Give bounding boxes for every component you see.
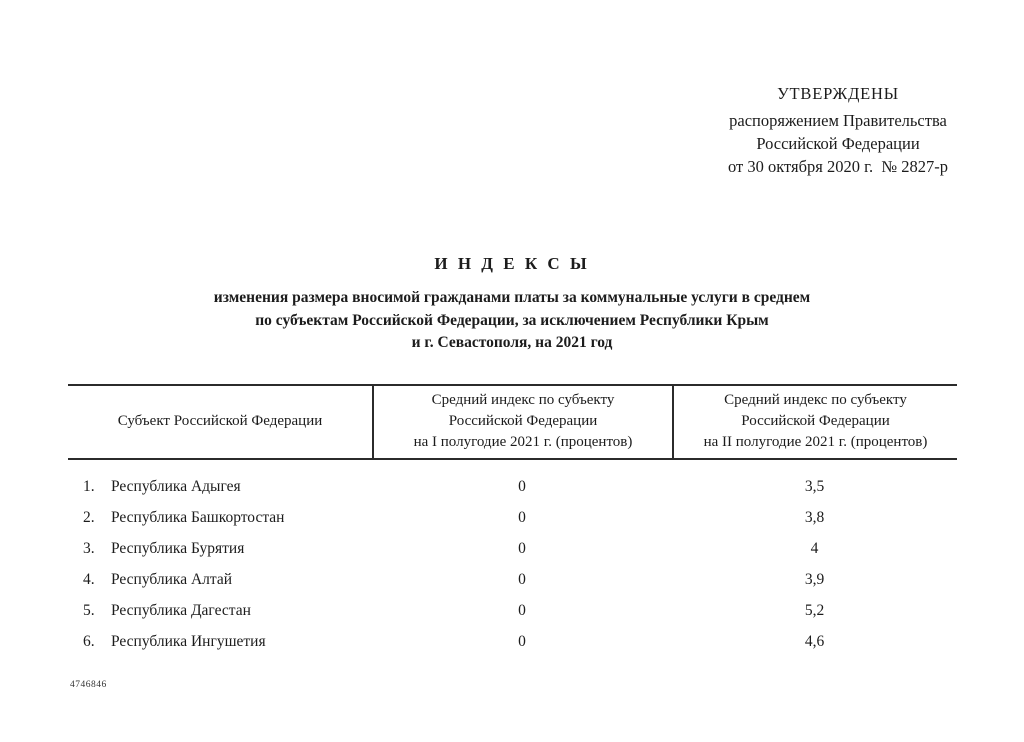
region-name: Республика Адыгея [111, 477, 241, 495]
document-subtitle [0, 287, 1024, 355]
column-header-line: на II полугодие 2021 г. (процентов) [703, 434, 928, 450]
column-header-line: Средний индекс по субъекту [724, 392, 907, 408]
approval-line-approved: УТВЕРЖДЕНЫ [777, 84, 899, 103]
column-header-line: на I полугодие 2021 г. (процентов) [413, 434, 633, 450]
second-half-value: 4 [810, 539, 819, 557]
document-subtitle-line: изменения размера вносимой гражданами платы за коммунальные услуги в среднем [213, 289, 811, 306]
region-name: Республика Дагестан [111, 601, 251, 619]
column-header-line: Средний индекс по субъекту [431, 392, 615, 408]
row-number: 6. [83, 632, 95, 650]
column-header-second-half [672, 386, 957, 458]
table-row [68, 626, 957, 657]
row-number: 1. [83, 477, 95, 495]
first-half-value: 0 [518, 601, 526, 619]
row-number: 3. [83, 539, 95, 557]
first-half-value: 0 [518, 477, 526, 495]
second-half-value: 3,5 [804, 477, 825, 495]
table-row [68, 533, 957, 564]
first-half-value: 0 [518, 570, 526, 588]
second-half-value: 3,8 [804, 508, 825, 526]
column-header-subject: Субъект Российской Федерации [117, 413, 323, 429]
document-title: И Н Д Е К С Ы [434, 254, 590, 273]
document-subtitle-line: и г. Севастополя, на 2021 год [411, 334, 613, 351]
second-half-value: 5,2 [804, 601, 825, 619]
first-half-value: 0 [518, 539, 526, 557]
region-name: Республика Бурятия [111, 539, 245, 557]
region-name: Республика Башкортостан [111, 508, 285, 526]
second-half-value: 4,6 [804, 632, 825, 650]
column-header-line: Российской Федерации [448, 413, 598, 429]
row-number: 2. [83, 508, 95, 526]
row-number: 5. [83, 601, 95, 619]
document-code: 4746846 [70, 680, 107, 690]
table-row [68, 564, 957, 595]
first-half-value: 0 [518, 508, 526, 526]
region-name: Республика Ингушетия [111, 632, 266, 650]
table-row [68, 595, 957, 626]
approval-line-government: Российской Федерации [756, 134, 920, 153]
second-half-value: 3,9 [804, 570, 825, 588]
column-header-first-half [372, 386, 672, 458]
title-block [0, 254, 1024, 355]
table-row [68, 471, 957, 502]
table-header-row [68, 384, 957, 460]
row-number: 4. [83, 570, 95, 588]
region-name: Республика Алтай [111, 570, 233, 588]
approval-line-date-number: от 30 октября 2020 г. № 2827-р [727, 157, 948, 176]
column-header-line: Российской Федерации [741, 413, 890, 429]
document-subtitle-line: по субъектам Российской Федерации, за исключением Республики Крым [255, 311, 769, 329]
indices-table [68, 384, 957, 657]
first-half-value: 0 [518, 632, 526, 650]
table-body [68, 460, 957, 657]
approval-block [690, 82, 986, 178]
approval-line-order: распоряжением Правительства [729, 111, 947, 130]
table-row [68, 502, 957, 533]
